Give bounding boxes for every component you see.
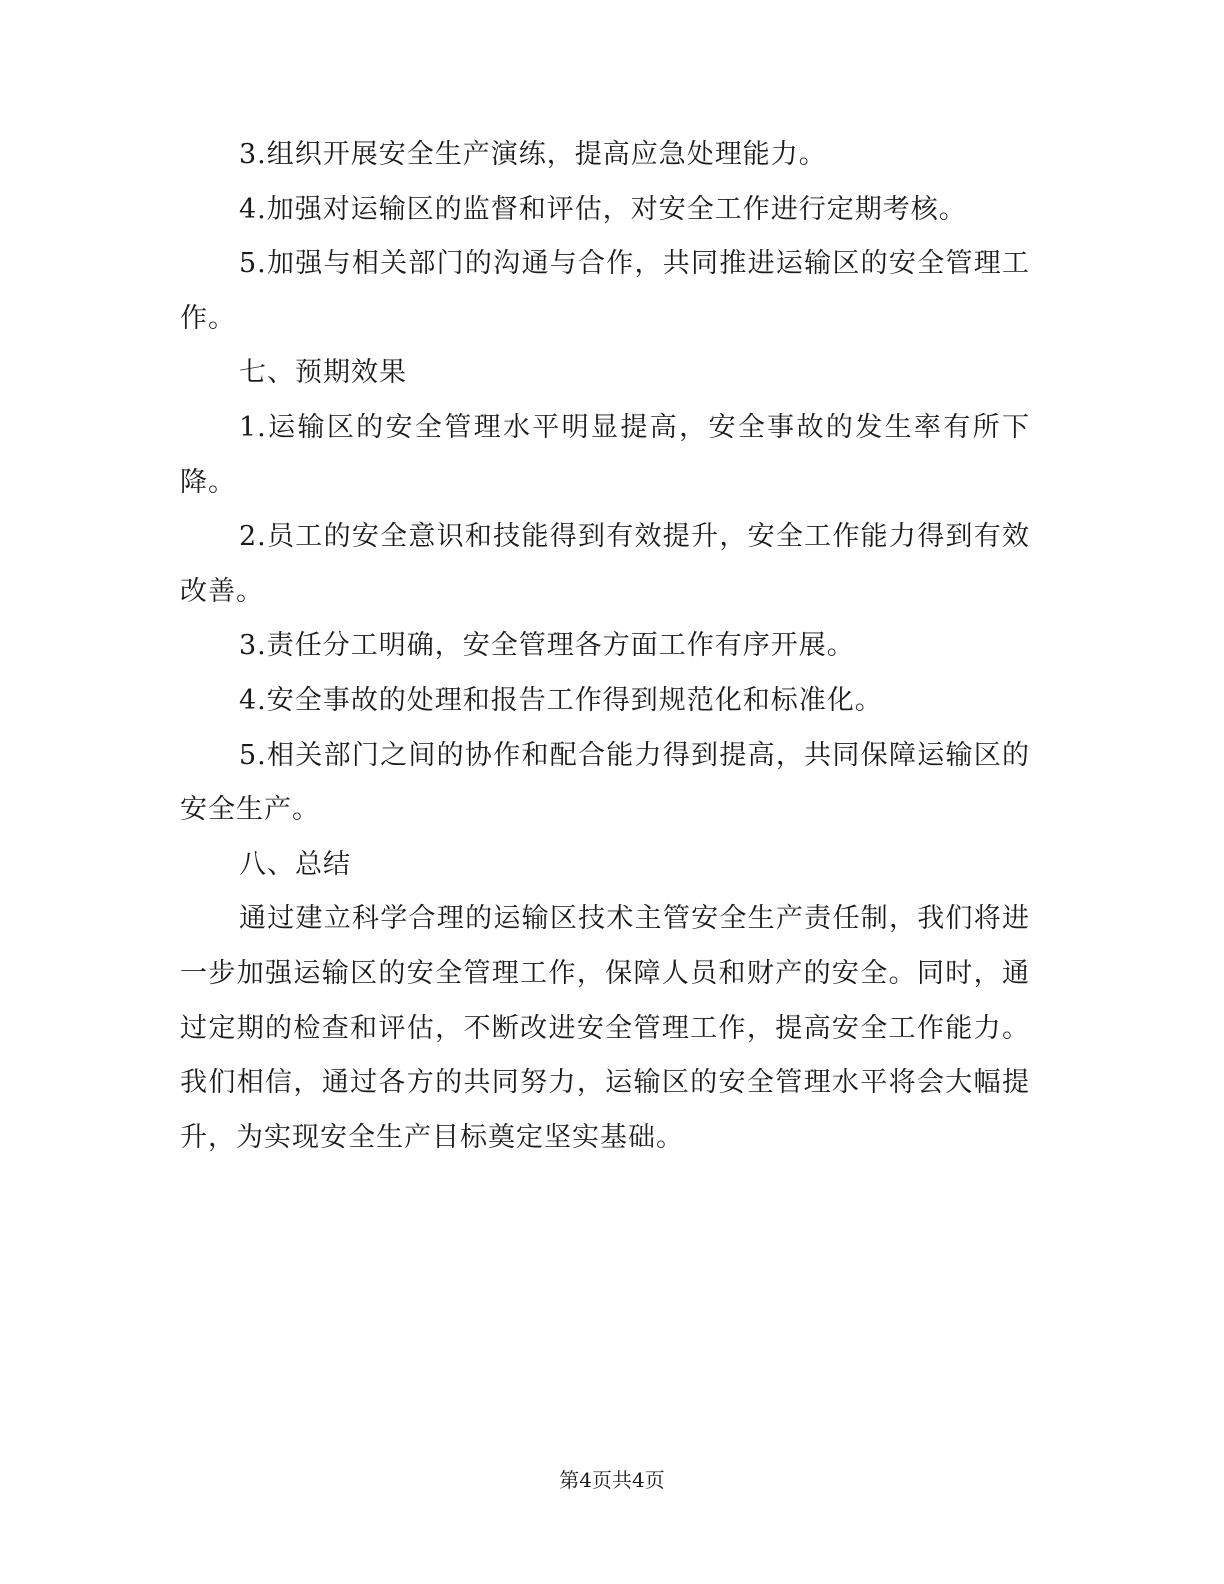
list-item-result-2: 2.员工的安全意识和技能得到有效提升，安全工作能力得到有效改善。: [180, 521, 1030, 607]
list-item-result-3: 3.责任分工明确，安全管理各方面工作有序开展。: [239, 630, 855, 662]
list-item-cooperation: 5.加强与相关部门的沟通与合作，共同推进运输区的安全管理工作。: [180, 248, 1030, 334]
summary-paragraph: 通过建立科学合理的运输区技术主管安全生产责任制，我们将进一步加强运输区的安全管理工作，保障人员和财产的安全。同时，通过定期的检查和评估，不断改进安全管理工作，提高安全工作能力。我们相信，通过各方的共同努力，运输区的安全管理水平将会大幅提升，为实现安全生产目标奠定坚实基础。: [180, 903, 1030, 1153]
page-number-footer: 第4页共4页: [559, 1468, 665, 1492]
list-item-drill: 3.组织开展安全生产演练，提高应急处理能力。: [239, 139, 827, 170]
section-heading-summary: 八、总结: [239, 848, 351, 880]
document-body: [180, 128, 1030, 1165]
list-item-supervision: 4.加强对运输区的监督和评估，对安全工作进行定期考核。: [239, 193, 967, 225]
list-item-result-1: 1.运输区的安全管理水平明显提高，安全事故的发生率有所下降。: [180, 411, 1030, 498]
list-item-result-5: 5.相关部门之间的协作和配合能力得到提高，共同保障运输区的安全生产。: [180, 739, 1030, 826]
section-heading-expected-results: 七、预期效果: [239, 357, 407, 389]
list-item-result-4: 4.安全事故的处理和报告工作得到规范化和标准化。: [239, 684, 883, 716]
